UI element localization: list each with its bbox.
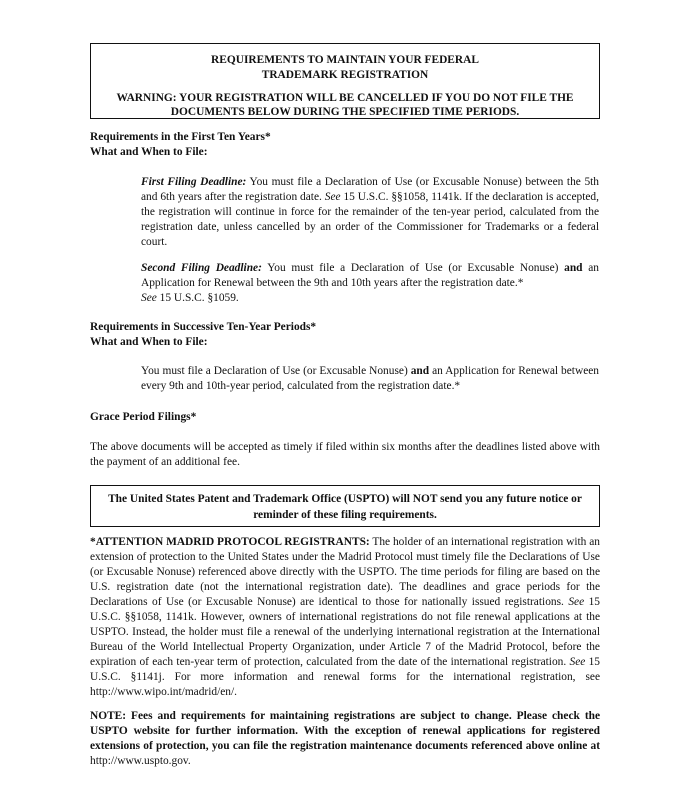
madrid-text-cont: 15 U.S.C. §§1058, 1141k. However, owners of international registrations do not file renewal applications at the USPTO. Instead, the holder must file a renewal of the underlying international registration at the International Bureau of the World Intellectual Property Organization, under Article 7 of the Madrid Protocol, before the expiration of each ten-year term of protection, calculated from the date of the international registration.: [90, 596, 600, 668]
uspto-notice-box: [90, 485, 600, 527]
first-filing-deadline-paragraph: [141, 175, 599, 250]
successive-periods-paragraph: [141, 364, 599, 394]
see-ref: See: [569, 656, 586, 668]
second-filing-cite: 15 U.S.C. §1059.: [156, 292, 239, 304]
successive-text-cont: an Application for Renewal between every 9th and 10th-year period, calculated from the registration date.*: [141, 365, 599, 392]
warning-line-2: DOCUMENTS BELOW DURING THE SPECIFIED TIME PERIODS.: [170, 106, 520, 118]
see-ref: See: [324, 191, 341, 203]
title-line-2: TRADEMARK REGISTRATION: [261, 69, 429, 81]
grace-text: The above documents will be accepted as timely if filed within six months after the deadlines listed above with the payment of an additional fee.: [90, 441, 600, 468]
uspto-link[interactable]: http://www.uspto.gov: [90, 755, 188, 767]
madrid-label: *ATTENTION MADRID PROTOCOL REGISTRANTS:: [90, 536, 370, 548]
note-paragraph: [90, 709, 600, 769]
heading-line-2: What and When to File:: [90, 146, 208, 158]
document-title: [91, 53, 599, 83]
wipo-link[interactable]: http://www.wipo.int/madrid/en/: [90, 686, 235, 698]
grace-period-heading: [90, 410, 600, 425]
madrid-protocol-paragraph: [90, 535, 600, 700]
successive-periods-heading: [90, 320, 600, 350]
see-ref: See: [141, 292, 157, 304]
warning-line-1: WARNING: YOUR REGISTRATION WILL BE CANCELLED IF YOU DO NOT FILE THE: [116, 92, 574, 104]
and-emphasis: and: [564, 262, 583, 274]
first-ten-years-heading: [90, 130, 600, 160]
see-ref: See: [568, 596, 585, 608]
heading-line-2: What and When to File:: [90, 336, 208, 348]
madrid-text: The holder of an international registration with an extension of protection to the United States under the Madrid Protocol must timely file the Declarations of Use (or Excusable Nonuse) referenced above directly with the USPTO. The time periods for filing are based on the U.S. registration date (not the international registration date). The deadlines and grace periods for the Declarations of Use (or Excusable Nonuse) are identical to those for nationally issued registrations.: [90, 536, 600, 608]
header-box: [90, 43, 600, 119]
period: .: [234, 686, 238, 698]
heading-text: Grace Period Filings*: [90, 411, 197, 423]
and-emphasis: and: [410, 365, 430, 377]
madrid-text-cont-2: 15 U.S.C. §1141j. For more information and renewal forms for the international registration, see: [90, 656, 600, 683]
period: .: [187, 755, 191, 767]
second-filing-text-cont: an Application for Renewal between the 9th and 10th years after the registration date.*: [141, 262, 599, 289]
notice-line-2: reminder of these filing requirements.: [253, 509, 437, 521]
successive-text: You must file a Declaration of Use (or Excusable Nonuse): [141, 365, 411, 377]
first-filing-label: First Filing Deadline:: [141, 176, 247, 188]
first-filing-text-cont: 15 U.S.C. §§1058, 1141k. If the declaration is accepted, the registration will continue in force for the remainder of the ten-year period, calculated from the registration date, unless cancelled by an order of the Commissioner for Trademarks or a federal court.: [141, 191, 599, 248]
first-filing-text: You must file a Declaration of Use (or Excusable Nonuse) between the 5th and 6th years after the registration date.: [141, 176, 599, 203]
second-filing-deadline-paragraph: [141, 261, 599, 306]
heading-line-1: Requirements in Successive Ten-Year Periods*: [90, 321, 317, 333]
note-text: NOTE: Fees and requirements for maintaining registrations are subject to change. Please check the USPTO website for further information. With the exception of renewal applications for registered extensions of protection, you can file the registration maintenance documents referenced above online at: [90, 710, 600, 752]
grace-period-paragraph: [90, 440, 600, 470]
second-filing-label: Second Filing Deadline:: [141, 262, 262, 274]
warning-text: [91, 91, 599, 119]
heading-line-1: Requirements in the First Ten Years*: [90, 131, 271, 143]
title-line-1: REQUIREMENTS TO MAINTAIN YOUR FEDERAL: [211, 54, 479, 66]
notice-line-1: The United States Patent and Trademark Office (USPTO) will NOT send you any future notice or: [108, 493, 582, 505]
second-filing-text: You must file a Declaration of Use (or Excusable Nonuse): [261, 262, 565, 274]
